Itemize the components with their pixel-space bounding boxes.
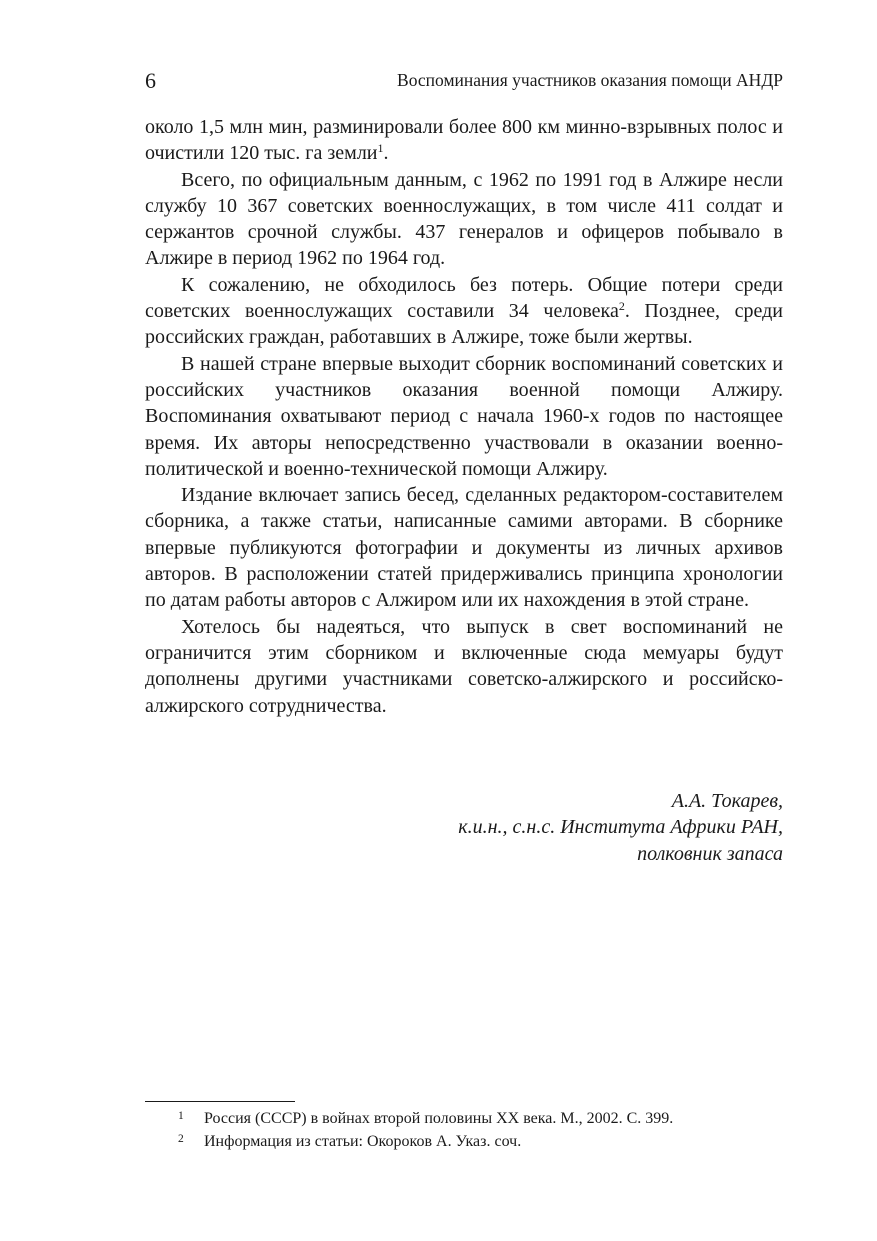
page-number: 6 xyxy=(145,68,156,93)
paragraph: Хотелось бы надеяться, что выпуск в свет воспоминаний не ограничится этим сборником и включенные сюда мемуары будут дополнены другими участниками советско-алжирского и российско-алжирского сотрудничества. xyxy=(145,615,783,717)
footnotes xyxy=(178,1107,783,1153)
footnote xyxy=(178,1107,783,1130)
paragraph: Издание включает запись бесед, сделанных редактором-составителем сборника, а также статьи, написанные самими авторами. В сборнике впервые публикуются фотографии и документы из личных архивов авторов. В расположении статей придерживались принципа хронологии по датам работы авторов с Алжиром или их нахождения в этой стране. xyxy=(145,484,783,612)
paragraph-text: . xyxy=(383,142,389,165)
footnote-divider xyxy=(145,1101,295,1102)
paragraph-text: около 1,5 млн мин, разминировали более 800 км минно-взрывных полос и очистили 120 тыс. га земли xyxy=(145,116,783,165)
running-title: Воспоминания участников оказания помощи АНДР xyxy=(397,70,783,90)
footnote-ref: 1 xyxy=(377,141,384,156)
author-name: А.А. Токарев, xyxy=(671,790,783,812)
paragraph xyxy=(145,114,783,167)
author-rank: полковник запаса xyxy=(637,842,783,865)
body-text xyxy=(145,114,783,719)
author-position: к.и.н., с.н.с. Института Африки РАН, xyxy=(458,816,783,839)
paragraph-text: . Позднее, среди российских граждан, работавших в Алжире, тоже были жертвы. xyxy=(145,300,783,349)
paragraph: В нашей стране впервые выходит сборник воспоминаний советских и российских участников оказания военной помощи Алжиру. Воспоминания охватывают период с начала 1960-х годов по настоящее время. Их авторы непосредственно участвовали в оказании военно-политической и военно-технической помощи Алжиру. xyxy=(145,352,783,480)
paragraph-text: К сожалению, не обходилось без потерь. Общие потери среди советских военнослужащих составили 34 человека xyxy=(145,273,783,323)
page-header xyxy=(145,68,783,98)
footnote-text: Россия (СССР) в войнах второй половины XX века. М., 2002. С. 399. xyxy=(204,1110,674,1127)
footnote-number: 1 xyxy=(178,1110,184,1122)
paragraph xyxy=(145,272,783,351)
footnote-text: Информация из статьи: Окороков А. Указ. соч. xyxy=(204,1133,522,1150)
footnote-number: 2 xyxy=(178,1133,184,1145)
paragraph: Всего, по официальным данным, с 1962 по 1991 год в Алжире несли службу 10 367 советских военнослужащих, в том числе 411 солдат и сержантов срочной службы. 437 генералов и офицеров побывало в Алжире в период 1962 по 1964 год. xyxy=(145,168,783,270)
author-signature xyxy=(283,788,783,867)
footnote xyxy=(178,1130,783,1153)
footnote-ref: 2 xyxy=(618,299,625,314)
